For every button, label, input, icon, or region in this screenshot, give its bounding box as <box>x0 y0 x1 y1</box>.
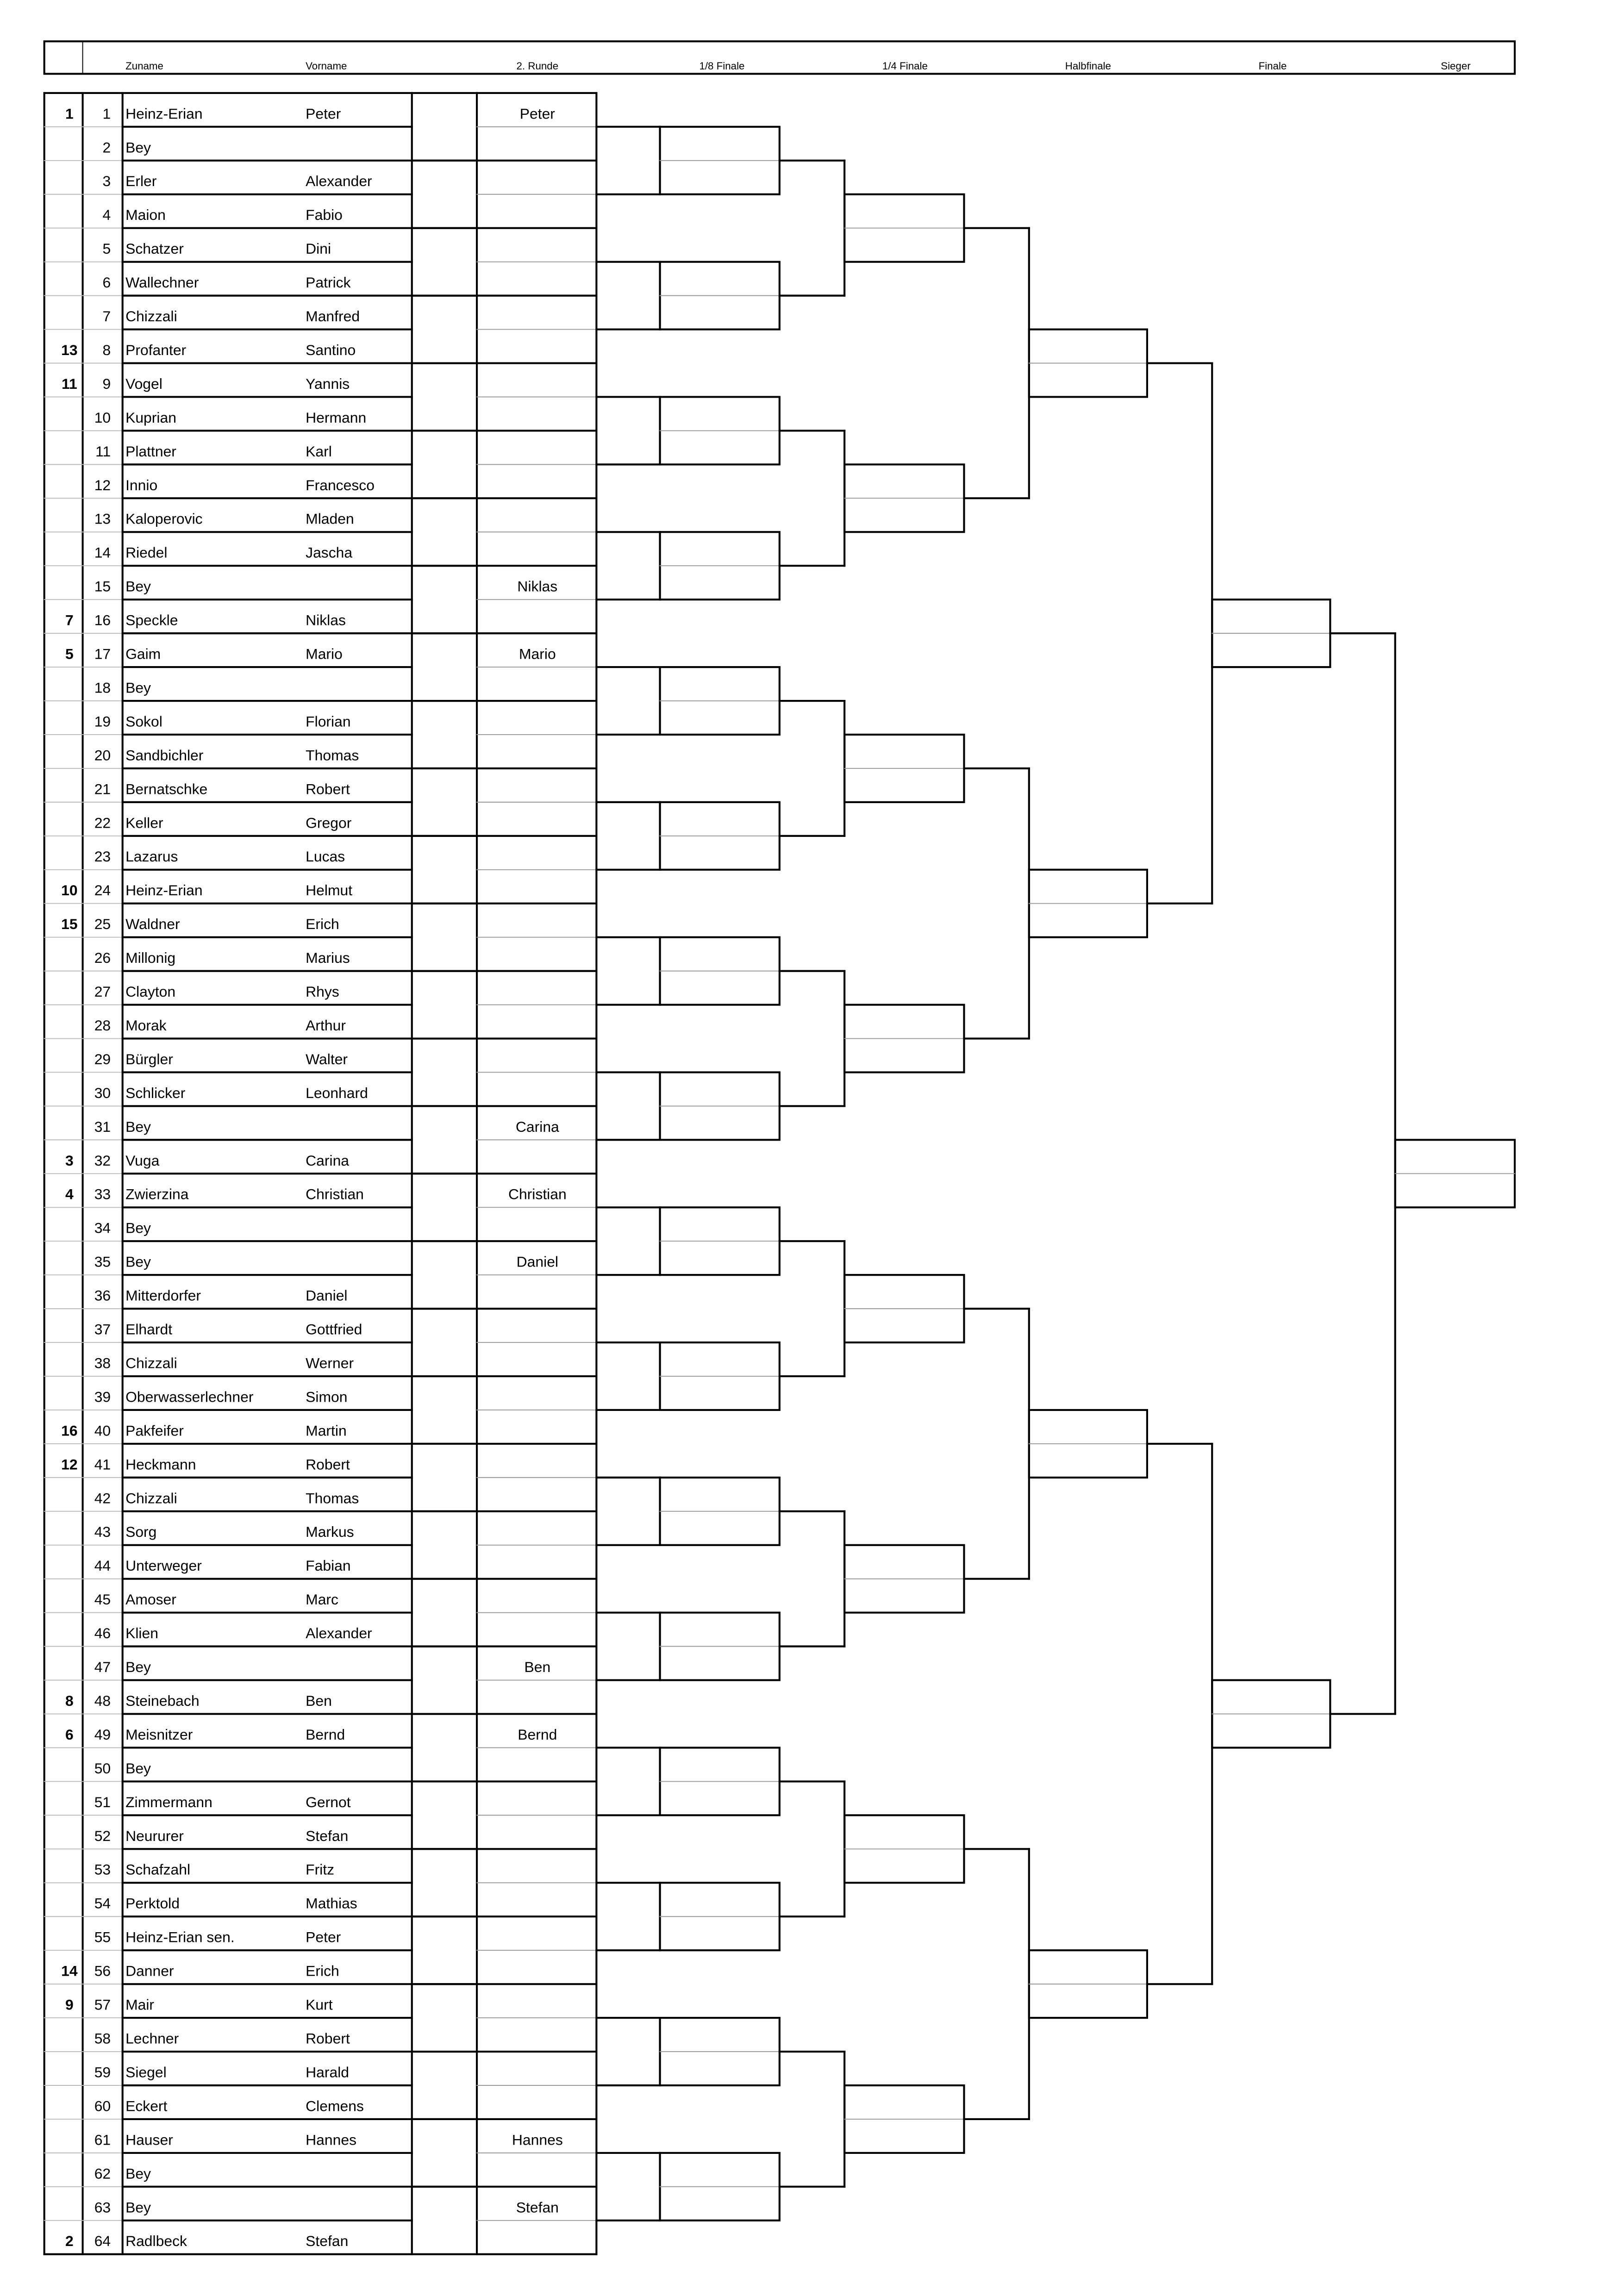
first-name: Robert <box>306 2030 350 2047</box>
first-name: Bernd <box>306 1726 345 1743</box>
seed-number: 11 <box>62 375 77 392</box>
draw-number: 35 <box>94 1253 111 1270</box>
last-name: Schafzahl <box>125 1861 191 1878</box>
last-name: Sandbichler <box>125 747 204 764</box>
draw-number: 31 <box>94 1118 111 1135</box>
seed-number: 9 <box>65 1996 74 2013</box>
round2-name: Stefan <box>516 2199 559 2216</box>
draw-number: 46 <box>94 1625 111 1642</box>
draw-number: 28 <box>94 1017 111 1034</box>
last-name: Kuprian <box>125 409 176 426</box>
last-name: Sokol <box>125 713 162 730</box>
round2-name: Bernd <box>518 1726 557 1743</box>
header-band <box>44 41 1515 74</box>
draw-number: 20 <box>94 747 111 764</box>
last-name: Vuga <box>125 1152 160 1169</box>
header-label: Sieger <box>1441 60 1471 72</box>
draw-number: 48 <box>94 1692 111 1709</box>
first-name: Erich <box>306 1962 339 1979</box>
draw-number: 38 <box>94 1354 111 1372</box>
first-name: Mario <box>306 645 343 662</box>
last-name: Eckert <box>125 2097 168 2115</box>
draw-number: 36 <box>94 1287 111 1304</box>
first-name: Markus <box>306 1523 354 1541</box>
draw-number: 45 <box>94 1591 111 1608</box>
draw-number: 47 <box>94 1659 111 1676</box>
draw-number: 51 <box>94 1793 111 1810</box>
first-name: Karl <box>306 443 332 460</box>
first-name: Fritz <box>306 1861 335 1878</box>
last-name: Bernatschke <box>125 780 208 798</box>
draw-number: 43 <box>94 1523 111 1541</box>
first-name: Patrick <box>306 274 351 291</box>
first-name: Stefan <box>306 1827 349 1844</box>
round2-name: Ben <box>524 1659 551 1676</box>
last-name: Keller <box>125 814 163 831</box>
draw-number: 14 <box>94 544 111 561</box>
first-name: Thomas <box>306 747 359 764</box>
header-label: Finale <box>1258 60 1287 72</box>
draw-number: 57 <box>94 1996 111 2013</box>
draw-number: 56 <box>94 1962 111 1979</box>
last-name: Unterweger <box>125 1557 202 1574</box>
first-name: Dini <box>306 240 331 257</box>
last-name: Amoser <box>125 1591 176 1608</box>
last-name: Bey <box>125 1759 151 1777</box>
first-name: Ben <box>306 1692 332 1709</box>
last-name: Bey <box>125 578 151 595</box>
draw-number: 26 <box>94 949 111 967</box>
last-name: Chizzali <box>125 1354 177 1372</box>
draw-number: 41 <box>94 1456 111 1473</box>
seed-number: 13 <box>61 341 78 358</box>
last-name: Chizzali <box>125 308 177 325</box>
draw-number: 52 <box>94 1827 111 1844</box>
draw-number: 11 <box>95 443 111 460</box>
first-name: Robert <box>306 780 350 798</box>
draw-number: 6 <box>102 274 111 291</box>
draw-number: 30 <box>94 1084 111 1101</box>
last-name: Meisnitzer <box>125 1726 193 1743</box>
draw-number: 40 <box>94 1422 111 1439</box>
first-name: Hannes <box>306 2131 357 2148</box>
last-name: Profanter <box>125 341 187 358</box>
last-name: Bey <box>125 1219 151 1236</box>
seed-number: 15 <box>61 916 78 933</box>
seed-number: 10 <box>61 882 78 899</box>
last-name: Millonig <box>125 949 176 967</box>
last-name: Clayton <box>125 983 176 1000</box>
first-name: Manfred <box>306 308 360 325</box>
first-name: Santino <box>306 341 356 358</box>
last-name: Bürgler <box>125 1050 173 1067</box>
first-name: Carina <box>306 1152 350 1169</box>
first-name: Stefan <box>306 2233 349 2250</box>
draw-number: 42 <box>94 1490 111 1507</box>
first-name: Robert <box>306 1456 350 1473</box>
draw-number: 61 <box>94 2131 111 2148</box>
last-name: Steinebach <box>125 1692 200 1709</box>
last-name: Heinz-Erian <box>125 882 203 899</box>
first-name: Hermann <box>306 409 367 426</box>
round2-name: Peter <box>519 105 555 122</box>
draw-number: 50 <box>94 1759 111 1777</box>
last-name: Zimmermann <box>125 1793 212 1810</box>
first-name: Martin <box>306 1422 347 1439</box>
draw-number: 49 <box>94 1726 111 1743</box>
draw-number: 63 <box>94 2199 111 2216</box>
last-name: Schatzer <box>125 240 184 257</box>
draw-number: 7 <box>102 308 111 325</box>
first-name: Clemens <box>306 2097 364 2115</box>
draw-number: 3 <box>102 173 111 190</box>
first-name: Kurt <box>306 1996 333 2013</box>
first-name: Mathias <box>306 1895 357 1912</box>
header-label: Zuname <box>125 60 163 72</box>
seed-number: 4 <box>65 1185 74 1203</box>
first-name: Walter <box>306 1050 348 1067</box>
last-name: Bey <box>125 679 151 696</box>
bracket-texts <box>61 60 1471 2249</box>
header-label: Vorname <box>306 60 347 72</box>
last-name: Bey <box>125 1253 151 1270</box>
last-name: Lechner <box>125 2030 179 2047</box>
seed-number: 7 <box>65 611 74 629</box>
last-name: Bey <box>125 2165 151 2182</box>
last-name: Bey <box>125 1118 151 1135</box>
draw-number: 29 <box>94 1050 111 1067</box>
draw-number: 59 <box>94 2064 111 2081</box>
round2-name: Christian <box>508 1185 567 1203</box>
first-name: Peter <box>306 105 341 122</box>
round2-name: Niklas <box>517 578 558 595</box>
seed-number: 5 <box>65 645 74 662</box>
draw-number: 53 <box>94 1861 111 1878</box>
last-name: Kaloperovic <box>125 510 203 527</box>
first-name: Fabian <box>306 1557 351 1574</box>
draw-number: 13 <box>94 510 111 527</box>
bracket-lines <box>44 41 1515 2254</box>
draw-number: 37 <box>94 1321 111 1338</box>
header-label: 1/4 Finale <box>882 60 928 72</box>
last-name: Perktold <box>125 1895 180 1912</box>
header-label: Halbfinale <box>1065 60 1111 72</box>
draw-number: 33 <box>94 1185 111 1203</box>
draw-number: 18 <box>94 679 111 696</box>
draw-number: 58 <box>94 2030 111 2047</box>
round2-name: Hannes <box>512 2131 563 2148</box>
round2-name: Carina <box>515 1118 559 1135</box>
last-name: Innio <box>125 476 158 493</box>
last-name: Bey <box>125 2199 151 2216</box>
last-name: Mair <box>125 1996 155 2013</box>
first-name: Florian <box>306 713 351 730</box>
last-name: Morak <box>125 1017 167 1034</box>
last-name: Elhardt <box>125 1321 173 1338</box>
last-name: Pakfeifer <box>125 1422 184 1439</box>
first-name: Werner <box>306 1354 354 1372</box>
draw-number: 17 <box>94 645 111 662</box>
seed-number: 3 <box>65 1152 74 1169</box>
draw-number: 16 <box>94 611 111 629</box>
draw-number: 1 <box>102 105 111 122</box>
last-name: Radlbeck <box>125 2233 187 2250</box>
first-name: Mladen <box>306 510 354 527</box>
seed-number: 1 <box>65 105 74 122</box>
last-name: Bey <box>125 1659 151 1676</box>
last-name: Oberwasserlechner <box>125 1388 254 1405</box>
last-name: Heinz-Erian sen. <box>125 1928 235 1946</box>
seed-number: 8 <box>65 1692 74 1709</box>
first-name: Yannis <box>306 375 350 392</box>
last-name: Speckle <box>125 611 178 629</box>
last-name: Zwierzina <box>125 1185 189 1203</box>
draw-number: 9 <box>102 375 111 392</box>
draw-number: 24 <box>94 882 111 899</box>
draw-number: 27 <box>94 983 111 1000</box>
last-name: Waldner <box>125 916 180 933</box>
draw-number: 60 <box>94 2097 111 2115</box>
draw-number: 10 <box>94 409 111 426</box>
last-name: Bey <box>125 139 151 156</box>
last-name: Chizzali <box>125 1490 177 1507</box>
first-name: Rhys <box>306 983 339 1000</box>
draw-number: 34 <box>94 1219 111 1236</box>
last-name: Mitterdorfer <box>125 1287 201 1304</box>
last-name: Lazarus <box>125 848 178 865</box>
draw-number: 23 <box>94 848 111 865</box>
last-name: Neururer <box>125 1827 184 1844</box>
first-name: Harald <box>306 2064 350 2081</box>
last-name: Klien <box>125 1625 158 1642</box>
last-name: Siegel <box>125 2064 167 2081</box>
last-name: Sorg <box>125 1523 157 1541</box>
draw-number: 62 <box>94 2165 111 2182</box>
draw-number: 32 <box>94 1152 111 1169</box>
draw-number: 54 <box>94 1895 111 1912</box>
first-name: Gregor <box>306 814 352 831</box>
first-name: Peter <box>306 1928 341 1946</box>
first-name: Helmut <box>306 882 353 899</box>
last-name: Heckmann <box>125 1456 196 1473</box>
header-label: 1/8 Finale <box>699 60 745 72</box>
seed-number: 2 <box>65 2233 74 2250</box>
first-name: Gernot <box>306 1793 351 1810</box>
draw-number: 22 <box>94 814 111 831</box>
first-name: Leonhard <box>306 1084 368 1101</box>
seed-number: 14 <box>61 1962 78 1979</box>
draw-number: 44 <box>94 1557 111 1574</box>
first-name: Niklas <box>306 611 346 629</box>
last-name: Riedel <box>125 544 168 561</box>
first-name: Thomas <box>306 1490 359 1507</box>
last-name: Gaim <box>125 645 161 662</box>
draw-number: 12 <box>94 476 111 493</box>
last-name: Maion <box>125 206 166 224</box>
draw-number: 19 <box>94 713 111 730</box>
last-name: Danner <box>125 1962 174 1979</box>
first-name: Daniel <box>306 1287 348 1304</box>
first-name: Marius <box>306 949 350 967</box>
draw-number: 25 <box>94 916 111 933</box>
seed-number: 16 <box>61 1422 78 1439</box>
draw-number: 15 <box>94 578 111 595</box>
first-name: Alexander <box>306 173 372 190</box>
seed-number: 6 <box>65 1726 74 1743</box>
last-name: Erler <box>125 173 157 190</box>
header-label: 2. Runde <box>516 60 559 72</box>
last-name: Schlicker <box>125 1084 186 1101</box>
first-name: Francesco <box>306 476 375 493</box>
first-name: Jascha <box>306 544 353 561</box>
draw-number: 4 <box>102 206 111 224</box>
first-name: Alexander <box>306 1625 372 1642</box>
first-name: Gottfried <box>306 1321 362 1338</box>
draw-number: 21 <box>94 780 111 798</box>
first-name: Lucas <box>306 848 345 865</box>
last-name: Wallechner <box>125 274 199 291</box>
last-name: Heinz-Erian <box>125 105 203 122</box>
first-name: Christian <box>306 1185 364 1203</box>
last-name: Plattner <box>125 443 176 460</box>
first-name: Arthur <box>306 1017 346 1034</box>
first-name: Marc <box>306 1591 338 1608</box>
last-name: Hauser <box>125 2131 173 2148</box>
draw-number: 39 <box>94 1388 111 1405</box>
last-name: Vogel <box>125 375 162 392</box>
first-name: Fabio <box>306 206 343 224</box>
draw-number: 2 <box>102 139 111 156</box>
first-name: Erich <box>306 916 339 933</box>
first-name: Simon <box>306 1388 348 1405</box>
round2-name: Daniel <box>516 1253 559 1270</box>
round2-name: Mario <box>518 645 556 662</box>
seed-number: 12 <box>61 1456 78 1473</box>
draw-number: 5 <box>102 240 111 257</box>
draw-number: 64 <box>94 2233 111 2250</box>
draw-number: 8 <box>102 341 111 358</box>
draw-number: 55 <box>94 1928 111 1946</box>
